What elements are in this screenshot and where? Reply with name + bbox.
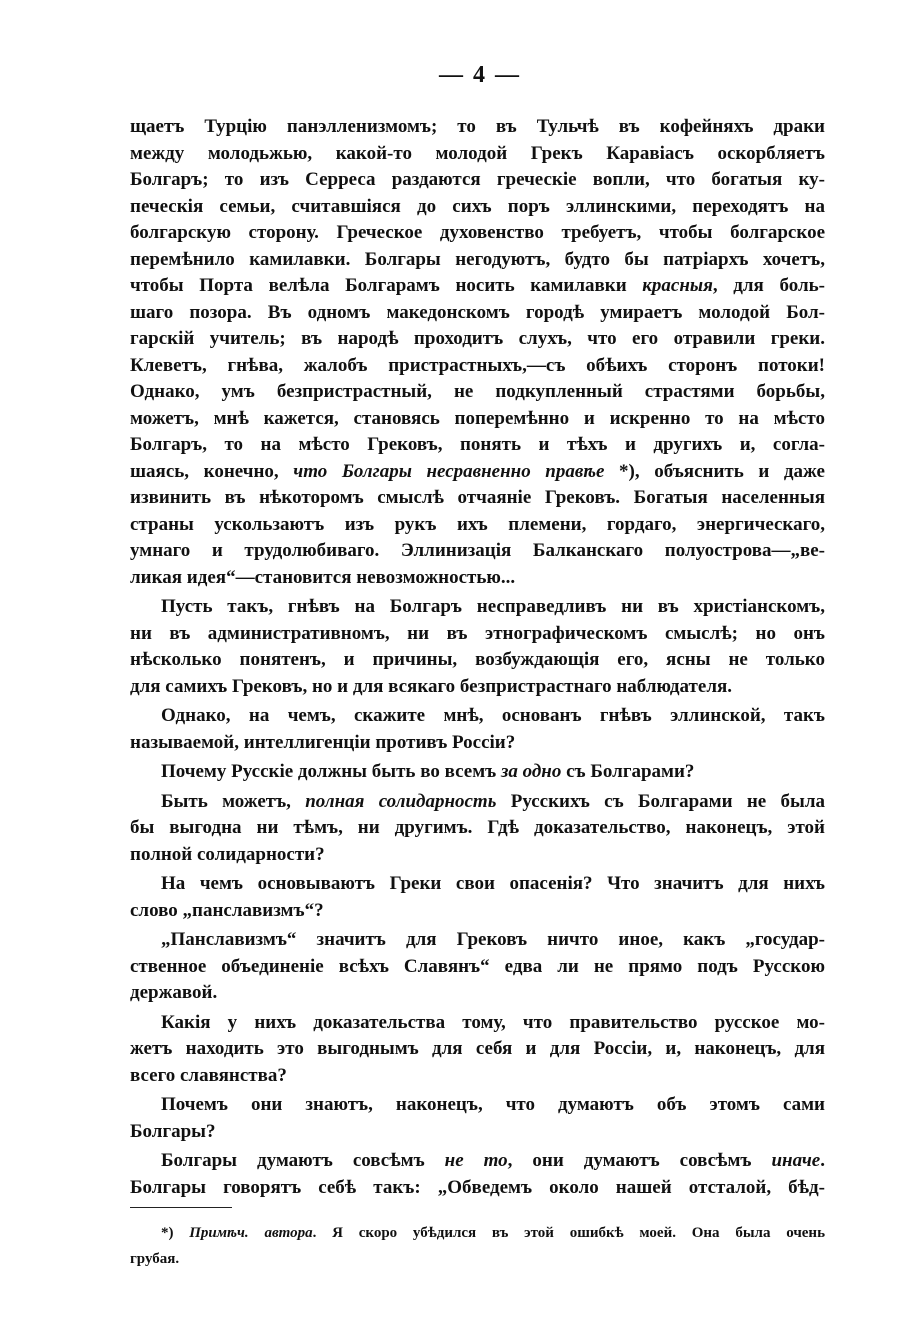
text-segment: называемой, интеллигенціи противъ Россіи? <box>130 731 516 753</box>
text-segment: Быть можетъ, <box>161 790 306 812</box>
text-line <box>130 273 825 300</box>
text-segment: Болгаръ; то изъ Серреса раздаются греческіе вопли, что богатыя ку- <box>130 169 825 190</box>
text-segment: *) <box>161 1225 190 1241</box>
text-segment: ни въ административномъ, ни въ этнографическомъ смыслѣ; но онъ <box>130 622 825 644</box>
text-segment: бы выгодна ни тѣмъ, ни другимъ. Гдѣ доказательство, наконецъ, этой <box>130 817 825 838</box>
text-line <box>130 842 825 869</box>
text-segment: Болгары? <box>130 1120 216 1142</box>
text-segment: грубая. <box>130 1251 180 1267</box>
text-line <box>130 647 825 674</box>
text-line <box>130 594 825 621</box>
text-segment: извинить въ нѣкоторомъ смыслѣ отчаяніе Грековъ. Богатыя населенныя <box>130 487 825 508</box>
text-segment: шаясь, конечно, <box>130 460 294 482</box>
text-line <box>130 1175 825 1202</box>
text-line <box>130 194 825 221</box>
footnote-divider <box>130 1207 232 1208</box>
text-segment: гарскій учитель; въ народѣ проходитъ слухъ, что его отравили греки. <box>130 328 825 349</box>
italic-text: не то <box>444 1150 508 1171</box>
text-line <box>130 247 825 274</box>
text-line <box>130 980 825 1007</box>
text-segment: болгарскую сторону. Греческое духовенство требуетъ, чтобы болгарское <box>130 222 825 243</box>
page-number: — 4 — <box>439 62 521 88</box>
text-line <box>130 1010 825 1037</box>
text-line <box>130 927 825 954</box>
italic-text: полная солидарность <box>305 790 497 812</box>
text-segment: Болгары думаютъ совсѣмъ <box>161 1150 445 1171</box>
italic-text: Примѣч. автора <box>189 1225 313 1241</box>
text-line <box>130 674 825 701</box>
text-segment: Болгары говорятъ себѣ такъ: „Обведемъ около нашей отсталой, бѣд- <box>130 1176 825 1198</box>
text-line <box>130 379 825 406</box>
text-line <box>130 871 825 898</box>
text-segment: для самихъ Грековъ, но и для всякаго безпристрастнаго наблюдателя. <box>130 675 733 697</box>
italic-text: красныя <box>642 275 713 296</box>
text-line <box>130 565 825 592</box>
italic-text: что Болгары несравненно правѣе <box>293 460 605 482</box>
text-segment: Болгаръ, то на мѣсто Грековъ, понять и тѣхъ и другихъ и, согла- <box>130 434 825 455</box>
text-segment: ственное объединеніе всѣхъ Славянъ“ едва ли не прямо подъ Русскою <box>130 955 825 977</box>
text-segment: Однако, умъ безпристрастный, не подкупленный страстями борьбы, <box>130 381 825 402</box>
text-segment: умнаго и трудолюбиваго. Эллинизація Балканскаго полуострова—„ве- <box>130 540 825 561</box>
text-line <box>130 1148 825 1175</box>
text-line <box>130 621 825 648</box>
text-segment: , они думаютъ совсѣмъ <box>507 1150 772 1171</box>
text-line <box>130 459 825 486</box>
text-line <box>130 1119 825 1146</box>
text-segment: На чемъ основываютъ Греки свои опасенія? Что значитъ для нихъ <box>161 873 825 894</box>
text-segment: , для боль- <box>712 275 825 296</box>
text-segment: щаетъ Турцію панэлленизмомъ; то въ Тульчѣ въ кофейняхъ драки <box>130 116 825 137</box>
text-line <box>130 730 825 757</box>
text-segment: шаго позора. Въ одномъ македонскомъ городѣ умираетъ молодой Бол- <box>130 301 825 323</box>
italic-text: за одно <box>500 761 562 782</box>
text-segment: Какія у нихъ доказательства тому, что правительство русское мо- <box>161 1011 825 1033</box>
text-segment: перемѣнило камилавки. Болгары негодуютъ, будто бы патріархъ хочетъ, <box>130 248 825 270</box>
italic-text: иначе <box>771 1150 821 1171</box>
text-segment: чтобы Порта велѣла Болгарамъ носить камилавки <box>130 275 643 296</box>
text-segment: полной солидарности? <box>130 843 325 865</box>
text-segment: . Я скоро убѣдился въ этой ошибкѣ моей. Она была очень <box>312 1225 825 1241</box>
text-segment: жетъ находить это выгоднымъ для себя и для Россіи, и, наконецъ, для <box>130 1038 825 1059</box>
text-segment: страны ускользаютъ изъ рукъ ихъ племени, гордаго, энергическаго, <box>130 513 825 535</box>
text-segment: нѣсколько понятенъ, и причины, возбуждающія его, ясны не только <box>130 649 825 670</box>
text-line <box>130 954 825 981</box>
text-line <box>130 326 825 353</box>
footnote <box>130 1220 825 1272</box>
text-segment: державой. <box>130 982 218 1003</box>
text-segment: *), объяснить и даже <box>604 460 825 482</box>
text-segment: съ Болгарами? <box>561 761 695 782</box>
text-segment: печескія семьи, считавшіяся до сихъ поръ эллинскими, переходятъ на <box>130 195 825 217</box>
text-line <box>130 759 825 786</box>
text-line <box>130 898 825 925</box>
text-segment: можетъ, мнѣ кажется, становясь поперемѣнно и искренно то на мѣсто <box>130 407 825 429</box>
text-line <box>130 220 825 247</box>
text-line <box>130 1220 825 1246</box>
text-line <box>130 1036 825 1063</box>
body-text <box>130 114 825 1201</box>
text-line <box>130 789 825 816</box>
text-segment: Пусть такъ, гнѣвъ на Болгаръ несправедливъ ни въ христіанскомъ, <box>161 596 825 617</box>
text-segment: Клеветъ, гнѣва, жалобъ пристрастныхъ,—съ обѣихъ сторонъ потоки! <box>130 354 825 376</box>
text-segment: Почему Русскіе должны быть во всемъ <box>161 761 501 782</box>
text-line <box>130 406 825 433</box>
text-segment: Русскихъ съ Болгарами не была <box>496 790 825 812</box>
text-segment: Почемъ они знаютъ, наконецъ, что думаютъ объ этомъ сами <box>161 1094 825 1115</box>
text-line <box>130 1063 825 1090</box>
text-segment: всего славянства? <box>130 1064 287 1086</box>
text-line <box>130 167 825 194</box>
text-line <box>130 512 825 539</box>
text-line <box>130 1092 825 1119</box>
text-line <box>130 485 825 512</box>
text-segment: „Панславизмъ“ значитъ для Грековъ ничто иное, какъ „государ- <box>161 929 825 950</box>
text-line <box>130 703 825 730</box>
text-line <box>130 353 825 380</box>
text-line <box>130 538 825 565</box>
text-line <box>130 432 825 459</box>
text-line <box>130 300 825 327</box>
text-line <box>130 815 825 842</box>
text-line <box>130 114 825 141</box>
text-segment: между молодьжью, какой-то молодой Грекъ Каравіасъ оскорбляетъ <box>130 142 825 164</box>
text-segment: слово „панславизмъ“? <box>130 899 324 921</box>
text-line <box>130 141 825 168</box>
text-segment: ликая идея“—становится невозможностью... <box>130 566 516 588</box>
text-line <box>130 1246 825 1272</box>
text-segment: Однако, на чемъ, скажите мнѣ, основанъ гнѣвъ эллинской, такъ <box>161 705 825 726</box>
text-segment: . <box>820 1150 825 1171</box>
